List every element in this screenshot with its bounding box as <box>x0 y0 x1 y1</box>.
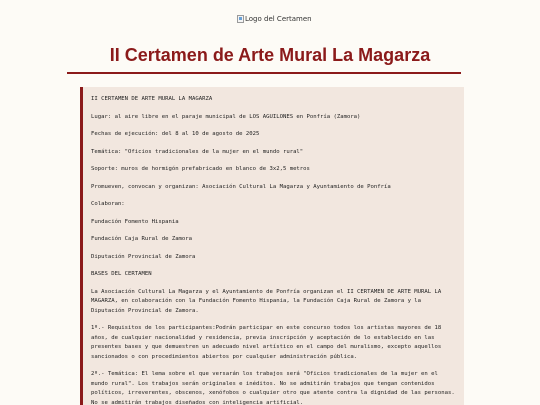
content-paragraph: Soporte: muros de hormigón prefabricado en blanco de 3x2,5 metros <box>91 166 310 172</box>
content-paragraph: 1º.- Requisitos de los participantes:Podrán participar en este concurso todos los artistas mayores de 18 años, de cualquier nacionalidad y residencia, previa inscripción y aceptación de lo establecido en las presentes bases y que demuestren un adecuado nivel artístico en el campo del muralismo, excepto aquellos sancionados o con procedimientos abiertos por cualquier administración pública. <box>91 325 445 360</box>
section-heading: BASES DEL CERTAMEN <box>91 271 152 277</box>
content-paragraph: Fundación Caja Rural de Zamora <box>91 236 193 242</box>
logo-image <box>237 13 312 25</box>
content-paragraph: Fundación Fomento Hispania <box>91 218 179 225</box>
content-paragraph: Lugar: al aire libre en el paraje municipal de LOS AGUILONES en Ponfría (Zamora) <box>91 113 361 120</box>
content-box <box>80 87 464 405</box>
content-paragraph: Diputación Provincial de Zamora <box>91 253 196 260</box>
content-paragraph: 2º.- Temática: El lema sobre el que versarán los trabajos será "Oficios tradicionales de la mujer en el mundo rural". Los trabajos serán originales e inéditos. No se admitirán trabajos que tengan contenidos políticos, irreverentes, obscenos, xenófobos o cualquier otro que atente contra la dignidad de las personas. No se admitirán trabajos diseñados con inteligencia artificial. <box>91 371 459 405</box>
content-paragraph: Colaboran: <box>91 201 125 207</box>
broken-image-icon <box>237 15 244 23</box>
page-title: II Certamen de Arte Mural La Magarza <box>109 45 431 65</box>
content-heading: II CERTAMEN DE ARTE MURAL LA MAGARZA <box>91 96 213 102</box>
content-paragraph: La Asociación Cultural La Magarza y el Ayuntamiento de Ponfría organizan el II CERTAMEN DE ARTE MURAL LA MAGARZA, en colaboración con la Fundación Fomento Hispania, la Fundación Caja Rural de Zamora y la Diputación Provincial de Zamora. <box>91 288 445 314</box>
logo-alt-text: Logo del Certamen <box>245 15 312 23</box>
title-divider <box>67 72 461 74</box>
content-paragraph: Fechas de ejecución: del 8 al 10 de agosto de 2025 <box>91 131 260 137</box>
content-paragraph: Temática: "Oficios tradicionales de la mujer en el mundo rural" <box>91 148 304 155</box>
content-paragraph: Promueven, convocan y organizan: Asociación Cultural La Magarza y Ayuntamiento de Ponfría <box>91 183 391 190</box>
